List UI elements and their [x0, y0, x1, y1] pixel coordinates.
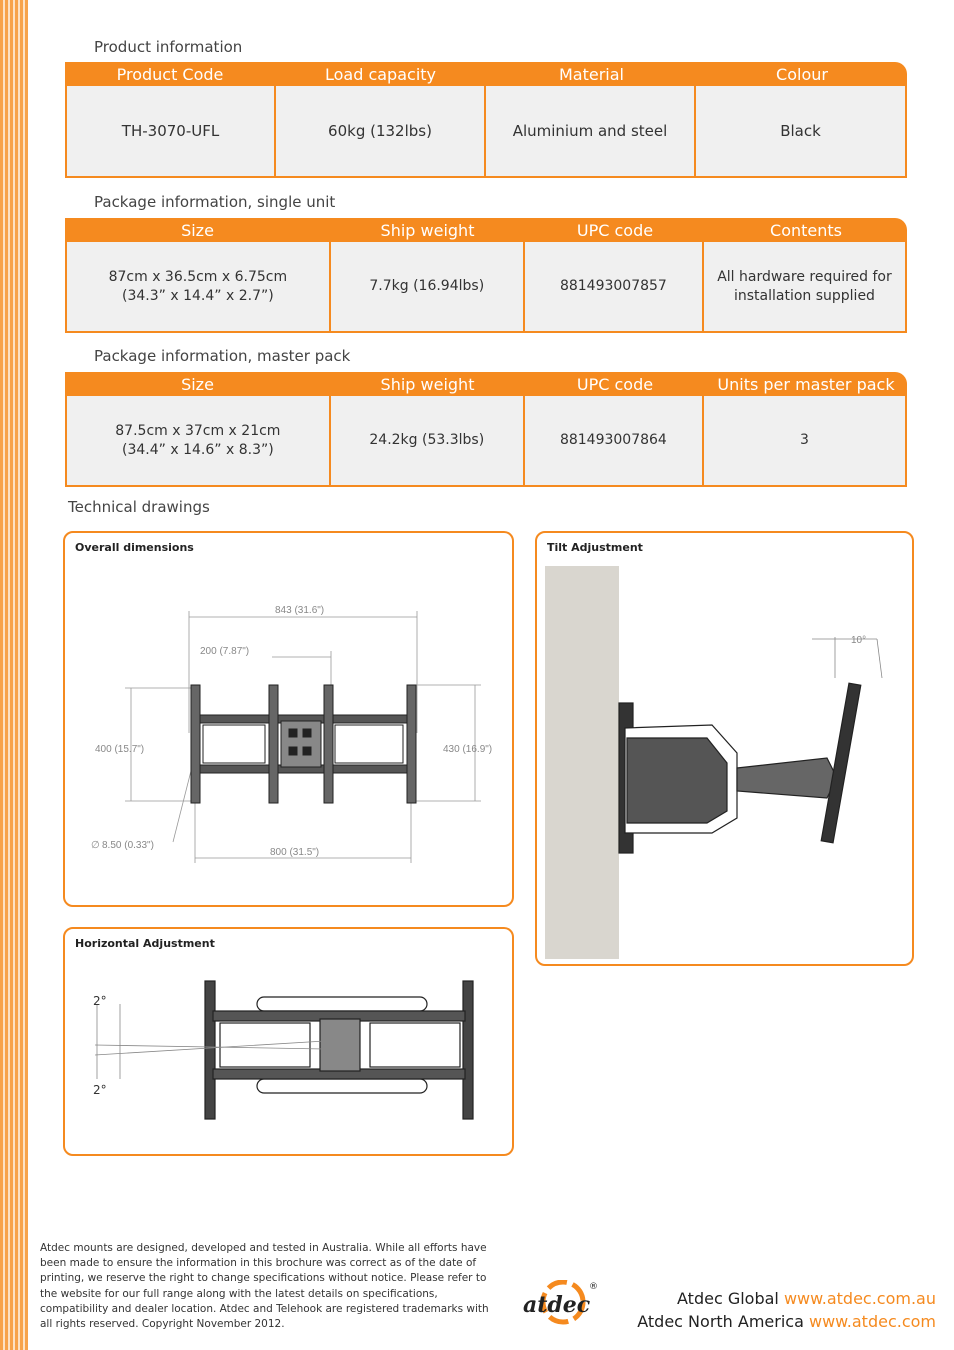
cell-material: Aluminium and steel — [486, 86, 696, 176]
cell-product-code: TH-3070-UFL — [67, 86, 276, 176]
tilt-adjustment-drawing — [537, 533, 912, 964]
package-master-header — [65, 372, 907, 396]
header-upc: UPC code — [576, 220, 654, 240]
global-label: Atdec Global — [677, 1289, 779, 1308]
tilt-angle-label: 10° — [851, 635, 867, 646]
angle-bottom-label: 2° — [93, 1083, 107, 1097]
dim-right-height-label: 430 (16.9") — [443, 744, 493, 755]
wall-graphic — [545, 566, 619, 959]
header-load-capacity: Load capacity — [324, 64, 436, 84]
tilt-adjustment-title: Tilt Adjustment — [547, 541, 643, 554]
cell-load-capacity: 60kg (132lbs) — [276, 86, 486, 176]
package-master-title: Package information, master pack — [94, 347, 351, 365]
header-units: Units per master pack — [717, 374, 895, 394]
product-info-table — [65, 62, 907, 178]
contents-line2: installation supplied — [733, 287, 875, 304]
product-table-row — [65, 86, 907, 178]
angle-top-label: 2° — [93, 994, 107, 1008]
contact-global — [677, 1289, 936, 1308]
package-single-title: Package information, single unit — [94, 193, 336, 211]
cell-upc: 881493007864 — [525, 396, 704, 485]
registered-icon: ® — [589, 1282, 598, 1292]
cell-contents — [704, 242, 905, 331]
overall-dimensions-panel — [63, 531, 514, 907]
size-metric: 87cm x 36.5cm x 6.75cm — [108, 268, 288, 285]
cell-upc: 881493007857 — [525, 242, 704, 331]
contact-north-america — [637, 1312, 936, 1331]
cell-ship-weight: 7.7kg (16.94lbs) — [331, 242, 525, 331]
global-url-link[interactable]: www.atdec.com.au — [783, 1289, 936, 1308]
contents-line1: All hardware required for — [717, 268, 892, 285]
header-size: Size — [181, 374, 214, 394]
package-single-header — [65, 218, 907, 242]
na-label: Atdec North America — [637, 1312, 804, 1331]
na-url-link[interactable]: www.atdec.com — [808, 1312, 936, 1331]
size-imperial: (34.4” x 14.6” x 8.3”) — [122, 441, 274, 458]
logo-text: atdec — [523, 1292, 591, 1318]
header-size: Size — [181, 220, 214, 240]
horizontal-adjustment-drawing — [65, 929, 512, 1154]
package-master-row — [65, 396, 907, 487]
dim-bottom-label: 800 (31.5") — [270, 847, 320, 858]
size-imperial: (34.3” x 14.4” x 2.7”) — [122, 287, 274, 304]
cell-ship-weight: 24.2kg (53.3lbs) — [331, 396, 525, 485]
disclaimer-text: Atdec mounts are designed, developed and tested in Australia. While all efforts have been made to ensure the information in this brochure was correct as of the date of printing, we reserve the right to change specifications without notice. Please refer to the website for our full range along with the latest details on specifications, compatibility and dealer location. Atdec and Telehook are registered trademarks with all rights reserved. Copyright November 2012. — [40, 1242, 489, 1331]
package-master-table — [65, 372, 907, 487]
cell-colour: Black — [696, 86, 905, 176]
dim-hole-label: 8.50 (0.33") — [102, 840, 154, 851]
cell-size — [67, 242, 331, 331]
decorative-stripes — [0, 0, 28, 1350]
header-contents: Contents — [770, 220, 842, 240]
size-metric: 87.5cm x 37cm x 21cm — [115, 422, 281, 439]
header-ship-weight: Ship weight — [380, 374, 475, 394]
overall-dimensions-drawing — [65, 533, 512, 905]
header-colour: Colour — [776, 64, 828, 84]
dim-width-label: 843 (31.6") — [275, 605, 325, 616]
package-single-table — [65, 218, 907, 333]
dim-left-height-label: 400 (15.7") — [95, 744, 145, 755]
product-table-header — [65, 62, 907, 86]
tilt-adjustment-panel — [535, 531, 914, 966]
cell-units: 3 — [704, 396, 905, 485]
overall-dimensions-title: Overall dimensions — [75, 541, 194, 554]
header-product-code: Product Code — [116, 64, 224, 84]
header-upc: UPC code — [576, 374, 654, 394]
horizontal-adjustment-panel — [63, 927, 514, 1156]
package-single-row — [65, 242, 907, 333]
cell-size — [67, 396, 331, 485]
header-ship-weight: Ship weight — [380, 220, 475, 240]
diameter-icon: ∅ — [91, 840, 100, 851]
header-material: Material — [559, 64, 624, 84]
technical-drawings-title: Technical drawings — [68, 498, 210, 516]
horizontal-adjustment-title: Horizontal Adjustment — [75, 937, 215, 950]
product-info-title: Product information — [94, 38, 243, 56]
dim-spacing-label: 200 (7.87") — [200, 646, 250, 657]
atdec-logo — [519, 1280, 599, 1330]
